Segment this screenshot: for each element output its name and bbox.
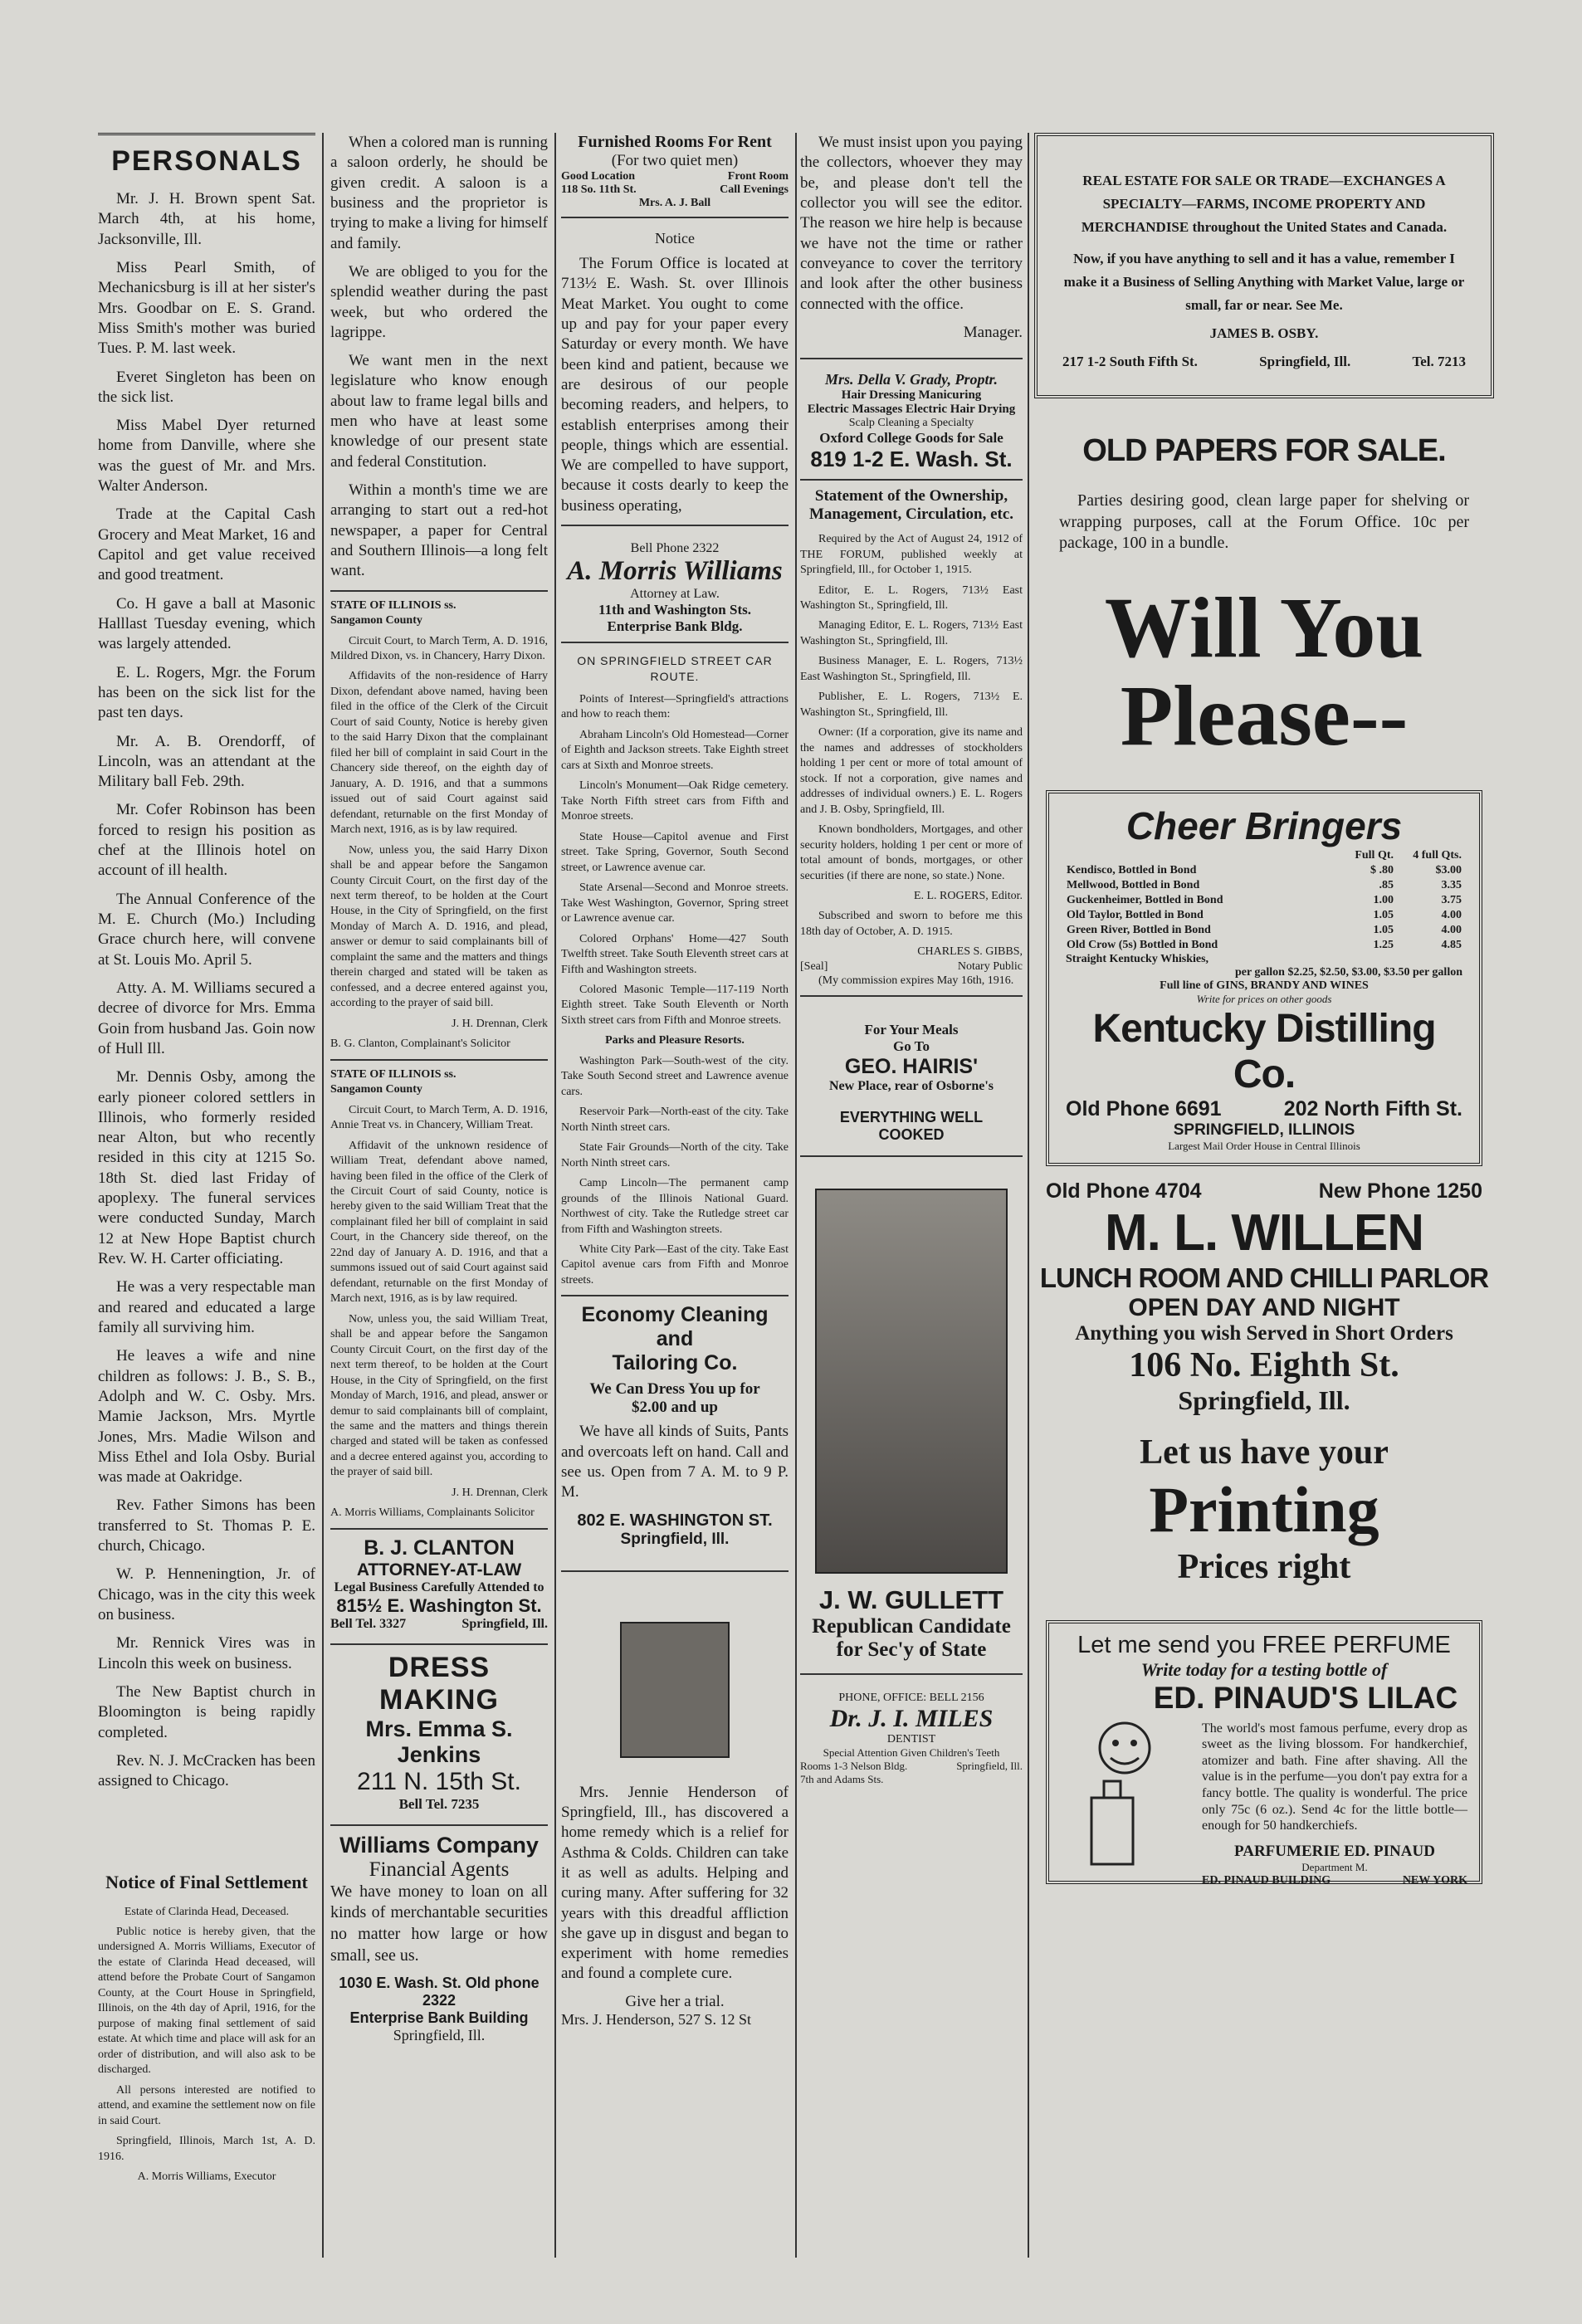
column-rule: [795, 133, 797, 2258]
route-list: [561, 692, 789, 1028]
cheer-cell-name: Mellwood, Bottled in Bond: [1067, 878, 1200, 891]
personal-item: He was a very respectable man and reared and educated a large family all surviving him.: [98, 1278, 315, 1336]
cleaning-title: Economy Cleaning and: [581, 1303, 769, 1351]
miles-corner: 7th and Adams Sts.: [800, 1773, 884, 1786]
personal-item: Atty. A. M. Williams secured a decree of divorce for Mrs. Emma Goin from husband Jas. Goin now of Hull Ill.: [98, 979, 315, 1057]
miles-rooms: Rooms 1-3 Nelson Bldg.: [800, 1760, 908, 1773]
legal-body: Affidavits of the non-residence of Harry Dixon, defendant above named, having been filed in the office of the Clerk of the Circuit Court of said County, Notice is hereby given to the said Harry Dixon that the complainant filed her bill of complaint in said Court in the Chancery side thereof, on the eighth day of January, A. D. 1916, and that a summons issued out of said Court against said defendant, returnable on the first Monday of March next, 1916, as is by law required.: [330, 670, 548, 837]
personal-item: Rev. N. J. McCracken has been assigned to Chicago.: [98, 1751, 315, 1790]
pinaud-ad: [1046, 1620, 1482, 1887]
gullett-portrait: [815, 1189, 1008, 1574]
grady-address: 819 1-2 E. Wash. St.: [810, 447, 1013, 472]
cheer-title: Cheer Bringers: [1125, 803, 1403, 847]
clanton-ad: [330, 1536, 548, 1632]
miles-phone: PHONE, OFFICE: BELL 2156: [838, 1692, 984, 1705]
legal-caption: Circuit Court, to March Term, A. D. 1916, Annie Treat vs. in Chancery, William Treat.: [330, 1103, 548, 1132]
cheer-pergallon: per gallon $2.25, $2.50, $3.00, $3.50 per gallon: [1234, 965, 1462, 979]
willen-line: OPEN DAY AND NIGHT: [1128, 1293, 1400, 1321]
miles-city: Springfield, Ill.: [956, 1760, 1023, 1773]
legal-body: Now, unless you, the said William Treat, shall be and appear before the Sangamon County Circuit Court, on the first day of the next term thereof, to be holden at the Court House, in the City of Springfield, on the first Monday of March, 1916, and plead, answer or demur to said complainants bill of complaint, the same and the matters and things therein charged and stated will be taken as confessed and a decree entered against you, according to the prayer of said bill.: [330, 1312, 548, 1479]
cheer-cell-q4: 4.85: [1441, 938, 1462, 951]
pinaud-body: The world's most famous perfume, every drop as sweet as the living blossom. For handkerchief, atomizer and bath. Fine after shaving. All the value is in the perfume—you don't pay extra for a fancy bottle. The quality is wonderful. The price only 75c (6 oz.). Send 4c for the little bottle—enough for 50 handkerchiefs.: [1202, 1721, 1467, 1833]
pinaud-title: ED. PINAUD'S LILAC: [1153, 1680, 1458, 1715]
streetcar-route: [561, 653, 789, 1288]
williams-title: Williams Company: [339, 1832, 539, 1858]
osby-line: Now, if you have anything to sell and it has a value, remember I make it a Business of Selling Anything with Market Value, large or small, far or near. See Me.: [1063, 251, 1465, 314]
legal-body: Now, unless you, the said Harry Dixon shall be and appear before the Sangamon County Circuit Court, on the first day of the next term thereof, to be holden at the Court House, in the City of Springfield, on the first Monday of March A. D. 1916, and plead, answer or demur to said complainants bill of complaint the same and the matters and things therein charged and stated will be taken as confessed, and a decree entered against you, according to the prayer of said bill.: [330, 843, 548, 1010]
cheer-price-row: [1066, 863, 1462, 878]
personal-item: Mr. Dennis Osby, among the early pioneer colored settlers in Illinois, who formerly resided near Alton, but who recently resided in this city at 1215 So. 18th St. died last Friday of apoplexy. The funeral services were conducted Sunday, March 12 at New Hope Baptist church Rev. W. H. Carter officiating.: [98, 1068, 315, 1267]
statement-commission: (My commission expires May 16th, 1916.: [818, 974, 1014, 987]
statement-editor: E. L. ROGERS, Editor.: [913, 889, 1023, 902]
grady-line: Oxford College Goods for Sale: [819, 430, 1003, 447]
legal-caption: Circuit Court, to March Term, A. D. 1916, Mildred Dixon, vs. in Chancery, Harry Dixon.: [330, 634, 548, 662]
personal-item: Co. H gave a ball at Masonic Halllast Tuesday evening, which was largely attended.: [98, 594, 315, 653]
notice-body: The Forum Office is located at 713½ E. Wash. St. over Illinois Meat Market. You ought to come up and pay for your paper every Saturday or every month. We have been kind and patient, because we are desirous of our people becoming readers, and helpers, to establish enterprises among their people, things which are essential. We are compelled to have support, because it costs dearly to keep the business operating,: [561, 255, 789, 515]
personals-list: [98, 189, 315, 1792]
legal-county: Sangamon County: [330, 614, 422, 627]
statement-item: Owner: (If a corporation, give its name and the names and addresses of stockholders holding 1 per cent or more of total amount of stock. If not a corporation, give names and addresses of individual owners.) E. L. Rogers and J. B. Osby, Springfield, Ill.: [800, 726, 1023, 816]
willen-line: Anything you wish Served in Short Orders: [1075, 1321, 1453, 1345]
route-item: Abraham Lincoln's Old Homestead—Corner of Eighth and Jackson streets. Take Eighth street cars at Sixth and Monroe streets.: [561, 728, 789, 772]
settlement-subtitle: Estate of Clarinda Head, Deceased.: [124, 1905, 290, 1918]
statement-seal: [Seal]: [800, 959, 828, 973]
pinaud-dept: Department M.: [1301, 1860, 1368, 1873]
settlement-date: Springfield, Illinois, March 1st, A. D. 1916.: [98, 2135, 315, 2163]
clanton-address: 815½ E. Washington St.: [336, 1594, 542, 1616]
park-item: White City Park—East of the city. Take East Capitol avenue cars from Fifth and Monroe streets.: [561, 1243, 789, 1286]
hairis-place: New Place, rear of Osborne's: [828, 1079, 994, 1094]
statement-item: Editor, E. L. Rogers, 713½ East Washington St., Springfield, Ill.: [800, 583, 1023, 612]
printing-line: Printing: [1149, 1472, 1379, 1545]
willen-name: M. L. WILLEN: [1104, 1204, 1424, 1262]
grady-line: Hair Dressing Manicuring: [841, 388, 982, 403]
personal-item: Everet Singleton has been on the sick list.: [98, 368, 315, 406]
statement-item: Business Manager, E. L. Rogers, 713½ East Washington St., Springfield, Ill.: [800, 655, 1023, 683]
gullett-line: Republican Candidate: [812, 1615, 1011, 1638]
legal-notice-treat: [330, 1067, 548, 1521]
cheer-cell-q4: 3.35: [1441, 878, 1462, 891]
printing-ad: [1034, 1433, 1494, 1587]
clanton-city: Springfield, Ill.: [461, 1616, 548, 1631]
cheer-tag: Largest Mail Order House in Central Illinois: [1168, 1139, 1360, 1152]
park-item: Reservoir Park—North-east of the city. Take North Ninth street cars.: [561, 1106, 789, 1134]
legal-ss: ss.: [444, 1067, 457, 1081]
cheer-company: Kentucky Distilling Co.: [1092, 1006, 1436, 1096]
cheer-bringers-ad: [1046, 790, 1482, 1166]
legal-ss: ss.: [444, 598, 457, 612]
grady-name: Mrs. Della V. Grady, Proptr.: [824, 371, 999, 388]
pinaud-city: NEW YORK: [1402, 1873, 1467, 1887]
cheer-cell-q4: 3.75: [1441, 893, 1462, 906]
willen-phone: New Phone 1250: [1318, 1179, 1482, 1203]
osby-name: JAMES B. OSBY.: [1209, 325, 1319, 342]
route-item: Colored Orphans' Home—427 South Twelfth street. Take South Eleventh street cars at Fifth and Washington streets.: [561, 932, 789, 976]
osby-city: Springfield, Ill.: [1259, 354, 1351, 370]
printing-line: Let us have your: [1140, 1433, 1389, 1472]
column-rule: [1028, 133, 1029, 2258]
rooms-subtitle: (For two quiet men): [611, 152, 739, 169]
dressmaking-address: 211 N. 15th St.: [357, 1767, 521, 1795]
cheer-cell-q1: 1.05: [1373, 923, 1394, 936]
williams-subtitle: Financial Agents: [369, 1858, 510, 1881]
legal-solicitor: B. G. Clanton, Complainant's Solicitor: [330, 1038, 510, 1051]
morris-building: Enterprise Bank Bldg.: [607, 618, 743, 635]
cheer-cell-q1: .85: [1379, 878, 1394, 891]
cheer-write: Write for prices on other goods: [1196, 992, 1332, 1005]
hairis-name: GEO. HAIRIS': [844, 1055, 979, 1079]
column-rule: [322, 133, 324, 2258]
cheer-cell-name: Old Taylor, Bottled in Bond: [1067, 908, 1204, 921]
will-you-please: [1034, 579, 1494, 764]
personals-heading: PERSONALS: [98, 133, 315, 178]
statement-item: Required by the Act of August 24, 1912 of THE FORUM, published weekly at Springfield, Ill., for October 1, 1915.: [800, 533, 1023, 577]
hairis-tag: EVERYTHING WELL: [839, 1109, 984, 1126]
collectors-notice: We must insist upon you paying the collectors, whoever they may be, and please don't tell the collector you will see the editor. The reason we hire help is because we have not the time or rather conveyance to cover the territory and look after the other business connected with the office.: [800, 134, 1023, 313]
cheer-cell-name: Old Crow (5s) Bottled in Bond: [1067, 938, 1218, 951]
editorial-paragraph: Within a month's time we are arranging to start out a red-hot newspaper, a paper for Central and Southern Illinois—a long felt want.: [330, 481, 548, 580]
pinaud-line: Let me send you FREE PERFUME: [1077, 1631, 1451, 1658]
rooms-owner: Mrs. A. J. Ball: [638, 197, 711, 209]
williams-building: Enterprise Bank Building: [349, 2009, 529, 2027]
cheer-price-row: [1066, 923, 1462, 938]
old-papers-ad: [1034, 433, 1494, 554]
cheer-col-header: 4 full Qts.: [1413, 848, 1462, 862]
settlement-title: Notice of Final Settlement: [105, 1871, 308, 1892]
personal-item: Rev. Father Simons has been transferred to St. Thomas P. E. church, Chicago.: [98, 1496, 315, 1555]
personal-item: Mr. Cofer Robinson has been forced to resign his position as chef at the Illinois hotel on account of ill health.: [98, 801, 315, 880]
route-item: State Arsenal—Second and Monroe streets. Take West Washington, Governor, Spring street or Lawrence avenue car.: [561, 881, 789, 925]
pinaud-company: PARFUMERIE ED. PINAUD: [1234, 1842, 1435, 1860]
forum-notice: [561, 230, 789, 516]
statement-item: Managing Editor, E. L. Rogers, 713½ East Washington St., Springfield, Ill.: [800, 619, 1023, 647]
miles-title: DENTIST: [886, 1733, 936, 1746]
pinaud-line: Write today for a testing bottle of: [1140, 1658, 1388, 1680]
will-you-line: Please--: [1120, 667, 1409, 764]
morris-title: Attorney at Law.: [630, 587, 720, 602]
cheer-col-header: Full Qt.: [1355, 848, 1394, 862]
park-item: Washington Park—South-west of the city. Take South Second street and Lawrence avenue cars.: [561, 1054, 789, 1098]
cheer-price-row: [1066, 878, 1462, 893]
will-you-line: Will You: [1104, 579, 1424, 676]
grady-line: Electric Massages Electric Hair Drying: [807, 403, 1016, 417]
dressmaking-name: Mrs. Emma S. Jenkins: [365, 1716, 513, 1767]
morris-name: A. Morris Williams: [567, 556, 783, 587]
grady-ad: [800, 371, 1023, 472]
miles-ad: [800, 1692, 1023, 1786]
cheer-fullline: Full line of GINS, BRANDY AND WINES: [1160, 979, 1369, 992]
cheer-cell-q1: $ .80: [1370, 863, 1394, 876]
osby-real-estate-ad: [1034, 133, 1494, 398]
column-personals: [98, 133, 315, 2190]
willen-phone: Old Phone 4704: [1046, 1179, 1202, 1203]
willen-city: Springfield, Ill.: [1178, 1384, 1350, 1415]
final-settlement-notice: [98, 1872, 315, 2185]
dressmaking-phone: Bell Tel. 7235: [398, 1795, 480, 1812]
settlement-signature: A. Morris Williams, Executor: [137, 2170, 276, 2183]
cleaning-title-2: Tailoring Co.: [612, 1351, 738, 1375]
clanton-name: B. J. CLANTON: [364, 1536, 515, 1560]
gullett-line: for Sec'y of State: [836, 1638, 987, 1662]
statement-list: [800, 532, 1023, 884]
hairis-ad: [800, 1022, 1023, 1144]
williams-city: Springfield, Ill.: [393, 2027, 486, 2044]
morris-phone: Bell Phone 2322: [630, 541, 720, 556]
clanton-phone: Bell Tel. 3327: [330, 1616, 407, 1631]
route-title: ON SPRINGFIELD STREET CAR ROUTE.: [577, 654, 773, 683]
williams-company-ad: [330, 1833, 548, 2044]
personal-item: Mr. A. B. Orendorff, of Lincoln, was an attendant at the Military ball Feb. 29th.: [98, 732, 315, 791]
notice-title: Notice: [655, 230, 695, 247]
cheer-cell-name: Kendisco, Bottled in Bond: [1067, 863, 1197, 876]
cheer-cell-q4: 4.00: [1441, 908, 1462, 921]
cleaning-slogan: We Can Dress You up for $2.00 and up: [589, 1380, 760, 1417]
personal-item: Miss Mabel Dyer returned home from Danville, where she was the guest of Mr. and Mrs. Walter Anderson.: [98, 417, 315, 496]
cheer-phone: Old Phone 6691: [1066, 1096, 1222, 1120]
personal-item: The Annual Conference of the M. E. Church (Mo.) Including Grace church here, will convene at St. Louis Mo. April 5.: [98, 890, 315, 969]
personal-item: Trade at the Capital Cash Grocery and Meat Market, 16 and Capitol and get value received and good treatment.: [98, 505, 315, 584]
cheer-cell-q4: $3.00: [1435, 863, 1462, 876]
pinaud-building: ED. PINAUD BUILDING: [1202, 1873, 1331, 1887]
cheer-city: SPRINGFIELD, ILLINOIS: [1173, 1120, 1355, 1139]
henderson-body: Mrs. Jennie Henderson of Springfield, Ill., has discovered a home remedy which is a relief for Asthma & Colds. Children can take it as well as adults. Helping and curing many. After suffering for 32 years with this dreadful affliction she gave up in disgust and began to experiment with home remedies and found a complete cure.: [561, 1783, 789, 1983]
settlement-body: All persons interested are notified to attend, and examine the settlement now on file in said Court.: [98, 2083, 315, 2127]
hairis-tag: COOKED: [878, 1126, 945, 1144]
rooms-address: 118 So. 11th St.: [561, 183, 637, 196]
cheer-price-row: [1066, 908, 1462, 923]
legal-notice-dixon: [330, 598, 548, 1052]
legal-body: Affidavit of the unknown residence of William Treat, defendant above named, having been filed in the office of the Clerk of the Circuit Court of said County, notice is hereby given to the said William Treat that the complainant filed her bill of complaint in said Court, in the Chancery side thereof, on the 22nd day of January A. D. 1916, and that a summons issued out of said Court against said defendant, returnable on the first Monday of March next, 1916, as is by law required.: [330, 1139, 548, 1306]
cheer-address: 202 North Fifth St.: [1283, 1096, 1462, 1120]
cheer-cell-q1: 1.25: [1373, 938, 1394, 951]
legal-state: STATE OF ILLINOIS: [330, 1067, 442, 1081]
printing-line: Prices right: [1177, 1547, 1351, 1586]
hairis-line: Go To: [893, 1038, 930, 1055]
cheer-cell-name: Guckenheimer, Bottled in Bond: [1067, 893, 1223, 906]
ownership-statement: [800, 487, 1023, 989]
personal-item: Mr. Rennick Vires was in Lincoln this week on business.: [98, 1634, 315, 1672]
henderson-ad: [561, 1622, 789, 2029]
cheer-cell-q1: 1.00: [1373, 893, 1394, 906]
manager-sign: Manager.: [963, 323, 1023, 341]
route-item: Colored Masonic Temple—117-119 North Eighth street. Take South Eleventh or North Sixth street cars from Fifth and Monroe streets.: [561, 983, 789, 1027]
williams-address: 1030 E. Wash. St. Old phone 2322: [339, 1975, 540, 2009]
column-editorials: [330, 133, 548, 2044]
miles-special: Special Attention Given Children's Teeth: [823, 1746, 1000, 1760]
cleaning-address: 802 E. WASHINGTON ST.: [577, 1511, 773, 1530]
legal-clerk: J. H. Drennan, Clerk: [452, 1486, 548, 1499]
henderson-address: Mrs. J. Henderson, 527 S. 12 St: [561, 2010, 752, 2028]
gullett-ad: [800, 1189, 1023, 1662]
park-item: State Fair Grounds—North of the city. Take North Ninth street cars.: [561, 1141, 789, 1169]
statement-sworn: Subscribed and sworn to before me this 18th day of October, A. D. 1915.: [800, 910, 1023, 938]
route-item: Points of Interest—Springfield's attractions and how to reach them:: [561, 693, 789, 721]
rooms-front: Front Room: [727, 170, 789, 183]
dressmaking-ad: [330, 1652, 548, 1813]
henderson-portrait: [620, 1622, 730, 1758]
miles-name: Dr. J. I. MILES: [829, 1705, 994, 1733]
editorial-paragraph: We are obliged to you for the splendid weather during the past week, but who ordered the lagrippe.: [330, 262, 548, 341]
editorial-paragraph: We want men in the next legislature who know enough about law to frame legal bills and men who have at least some knowledge of our present state and federal Constitution.: [330, 352, 548, 471]
personal-item: E. L. Rogers, Mgr. the Forum has been on the sick list for the past ten days.: [98, 663, 315, 722]
willen-line: LUNCH ROOM AND CHILLI PARLOR: [1039, 1262, 1489, 1293]
rooms-location: Good Location: [561, 170, 636, 183]
legal-county: Sangamon County: [330, 1083, 422, 1096]
dressmaking-title: DRESS MAKING: [379, 1651, 499, 1716]
grady-line: Scalp Cleaning a Specialty: [848, 417, 974, 430]
cheer-straight: Straight Kentucky Whiskies,: [1066, 952, 1209, 965]
parks-title: Parks and Pleasure Resorts.: [605, 1034, 745, 1047]
gullett-name: J. W. GULLETT: [818, 1585, 1004, 1615]
statement-item: Publisher, E. L. Rogers, 713½ E. Washington St., Springfield, Ill.: [800, 691, 1023, 719]
old-papers-body: Parties desiring good, clean large paper for shelving or wrapping purposes, call at the Forum Office. 10c per package, 100 in a bundle.: [1059, 491, 1469, 553]
legal-clerk: J. H. Drennan, Clerk: [452, 1017, 548, 1030]
legal-state: STATE OF ILLINOIS: [330, 598, 442, 612]
rooms-ad: [561, 133, 789, 210]
cleaning-city: Springfield, Ill.: [620, 1530, 730, 1548]
cheer-price-row: [1066, 938, 1462, 953]
cheer-cell-q1: 1.05: [1373, 908, 1394, 921]
economy-cleaning-ad: [561, 1303, 789, 1548]
hairis-line: For Your Meals: [864, 1022, 959, 1038]
old-papers-title: OLD PAPERS FOR SALE.: [1082, 433, 1446, 468]
rooms-call: Call Evenings: [720, 183, 789, 196]
osby-phone: Tel. 7213: [1412, 354, 1466, 370]
column-statement: [800, 133, 1023, 1786]
personal-item: Miss Pearl Smith, of Mechanicsburg is ill at her sister's Mrs. Goodbar on E. S. Grand. Miss Smith's mother was buried Tues. P. M. last week.: [98, 258, 315, 358]
osby-line: REAL ESTATE FOR SALE OR TRADE—EXCHANGES A SPECIALTY—FARMS, INCOME PROPERTY AND MERCHANDISE throughout the United States and Canada.: [1081, 173, 1448, 236]
rooms-title: Furnished Rooms For Rent: [578, 133, 772, 151]
column-notices: [561, 133, 789, 2029]
williams-body: We have money to loan on all kinds of merchantable securities no matter how large or how small, see us.: [330, 1882, 548, 1965]
statement-notary-title: Notary Public: [957, 959, 1023, 973]
cleaning-body: We have all kinds of Suits, Pants and overcoats left on hand. Call and see us. Open from 7 A. M. to 9 P. M.: [561, 1423, 789, 1501]
column-rule: [554, 133, 556, 2258]
clanton-line: Legal Business Carefully Attended to: [334, 1579, 544, 1594]
osby-address: 217 1-2 South Fifth St.: [1062, 354, 1198, 370]
column-ads: [1034, 133, 1494, 1887]
morris-williams-ad: [561, 541, 789, 635]
personal-item: Mr. J. H. Brown spent Sat. March 4th, at his home, Jacksonville, Ill.: [98, 190, 315, 248]
statement-notary: CHARLES S. GIBBS,: [917, 945, 1023, 959]
settlement-body: Public notice is hereby given, that the undersigned A. Morris Williams, Executor of the estate of Clarinda Head deceased, will attend before the Probate Court of Sangamon County, at the Court House in Springfield, Illinois, on the 4th day of April, 1916, for the purpose of making final settlement of said estate. At which time and place will ask for an order of distribution, and will also ask to be discharged.: [98, 1925, 315, 2077]
cheer-cell-name: Green River, Bottled in Bond: [1067, 923, 1211, 936]
editorial-paragraph: When a colored man is running a saloon orderly, he should be given credit. A saloon is a business and the proprietor is trying to make a living for himself and family.: [330, 134, 548, 252]
personal-item: The New Baptist church in Bloomington is being rapidly completed.: [98, 1682, 315, 1741]
personal-item: He leaves a wife and nine children as follows: J. B., S. B., Adolph and W. C. Osby. Mrs. Mamie Jackson, Mrs. Myrtle Jones, Mrs. Madie Wilson and Miss Ethel and Iola Osby. Burial was made at Oakridge.: [98, 1347, 315, 1487]
clanton-title: ATTORNEY-AT-LAW: [356, 1560, 522, 1579]
statement-title: Statement of the Ownership, Management, Circulation, etc.: [808, 487, 1014, 524]
route-item: Lincoln's Monument—Oak Ridge cemetery. Take North Fifth street cars from Fifth and Monroe streets.: [561, 779, 789, 823]
statement-item: Known bondholders, Mortgages, and other security holders, holding 1 per cent or more of total amount of bonds, mortgages, or other securities (if there are none, so state.) None.: [800, 823, 1023, 882]
parks-list: [561, 1054, 789, 1289]
personal-item: W. P. Henneningtion, Jr. of Chicago, was in the city this week on business.: [98, 1565, 315, 1623]
route-item: State House—Capitol avenue and First street. Take Spring, Governor, South Second street, or Lawrence avenue car.: [561, 830, 789, 874]
willen-address: 106 No. Eighth St.: [1129, 1345, 1399, 1384]
morris-address: 11th and Washington Sts.: [598, 602, 751, 618]
cheer-price-row: [1066, 893, 1462, 908]
legal-solicitor: A. Morris Williams, Complainants Solicitor: [330, 1506, 535, 1520]
cheer-price-table: [1066, 848, 1462, 953]
cheer-cell-q4: 4.00: [1441, 923, 1462, 936]
perfume-illustration: [1062, 1715, 1187, 1872]
henderson-line: Give her a trial.: [625, 1992, 725, 2010]
willen-ad: [1034, 1179, 1494, 1416]
park-item: Camp Lincoln—The permanent camp grounds of the Illinois National Guard. Northwest of city. Take the Rutledge street car from Fifth and Washington streets.: [561, 1177, 789, 1236]
